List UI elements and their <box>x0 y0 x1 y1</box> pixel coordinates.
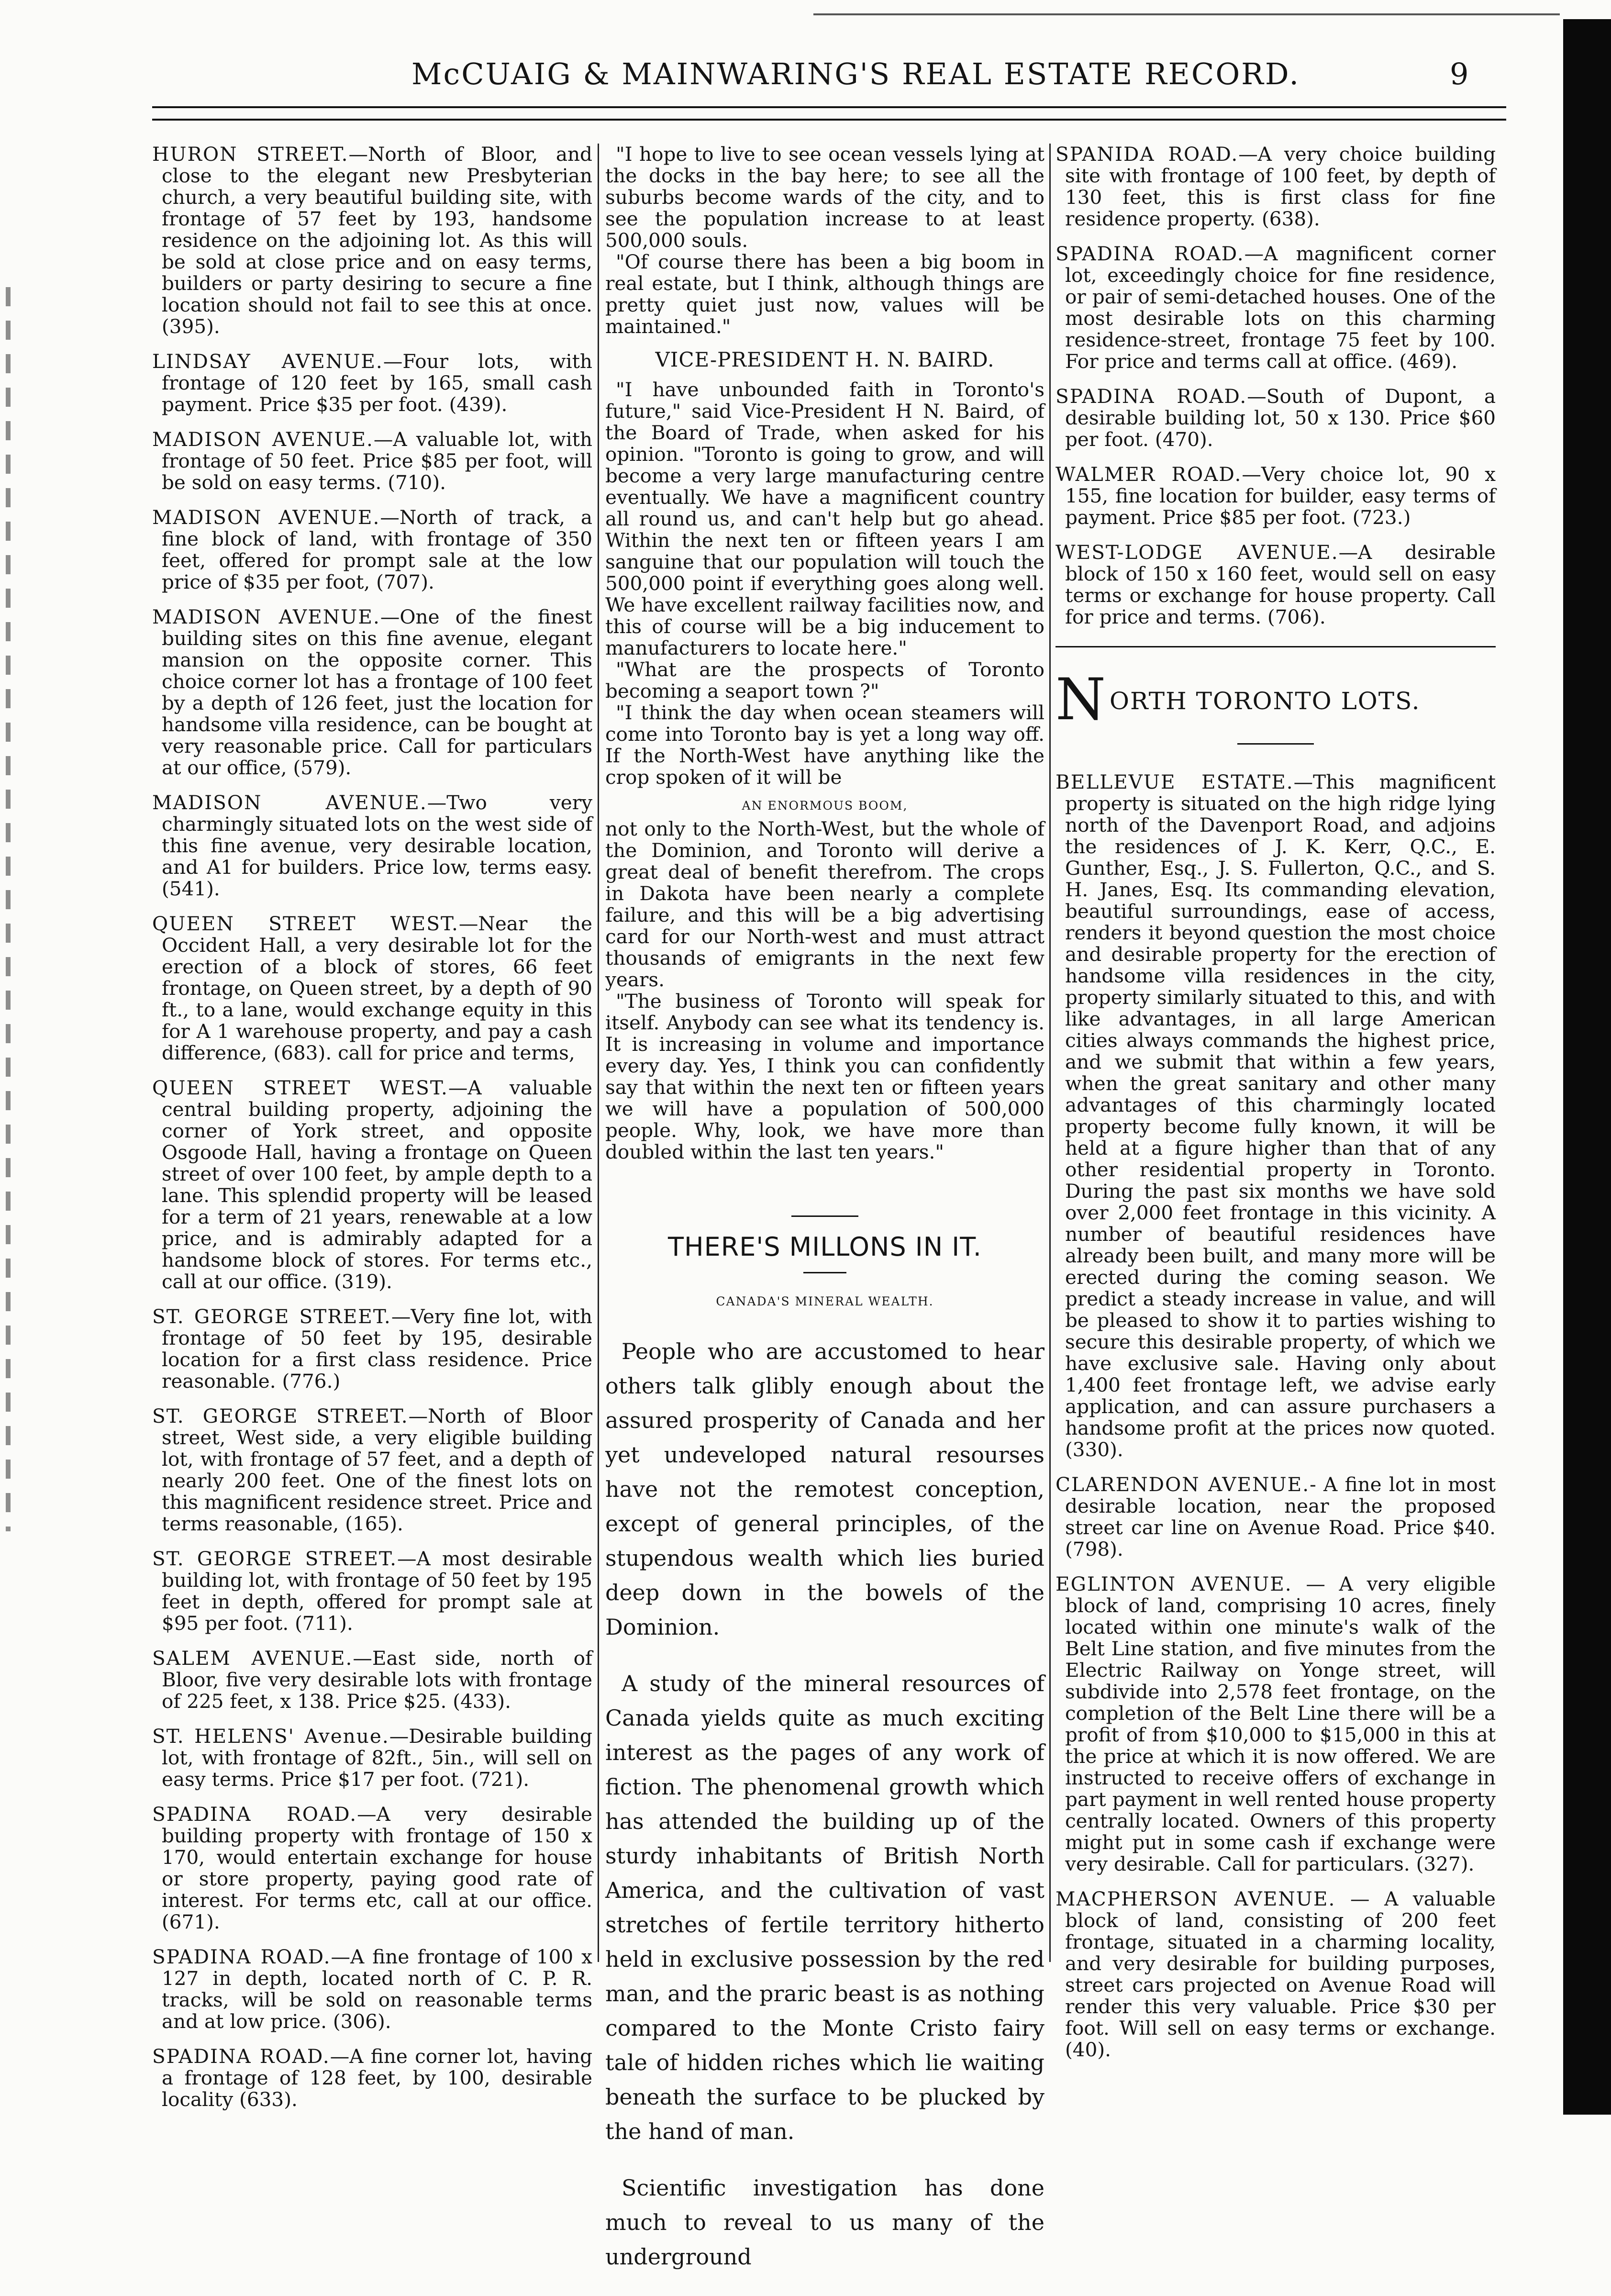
listing-heading: BELLEVUE ESTATE. <box>1055 770 1294 793</box>
listing-item <box>1055 144 1496 230</box>
article-title: THERE'S MILLONS IN IT. <box>668 1232 982 1262</box>
listing-body: —A fine corner lot, having a frontage of 128 feet, by 100, desirable locality (633). <box>162 2045 592 2111</box>
listing-body: —North of Bloor, and close to the elegant new Presbyterian church, a very beautiful building site, with frontage of 57 feet by 193, handsome residence on the adjoining lot. As this will be sold at close price and on easy terms, builders or party desiring to secure a fine location should not fail to see this at once. (395). <box>162 143 592 338</box>
listing-heading: ST. GEORGE STREET. <box>152 1305 391 1328</box>
listing-heading: SPADINA ROAD. <box>152 2045 330 2068</box>
listing-heading: WALMER ROAD. <box>1055 463 1242 486</box>
listing-body: —Two very charmingly situated lots on the west side of this fine avenue, very desirable location, and A1 for builders. Price low, terms easy. (541). <box>162 791 592 900</box>
inline-heading: AN ENORMOUS BOOM, <box>742 799 908 813</box>
listing-item <box>152 792 592 900</box>
listing-body: —North of track, a fine block of land, with frontage of 350 feet, offered for prompt sale at the low price of $35 per foot, (707). <box>162 506 592 593</box>
listing-body: — A valuable block of land, consisting of 200 feet frontage, situated in a charming locality, and very desirable for building purposes, street cars projected on Avenue Road will render this very valuable. Price $30 per foot. Will sell on easy terms or exchange. (40). <box>1065 1887 1496 2061</box>
listing-item <box>1055 771 1496 1460</box>
listing-heading: SPANIDA ROAD. <box>1055 143 1239 166</box>
listing-body: —Very choice lot, 90 x 155, fine location for builder, easy terms of payment. Price $85 per foot. (723.) <box>1065 463 1496 529</box>
listing-item <box>152 913 592 1064</box>
listing-body: —Desirable building lot, with frontage of 82ft., 5in., will sell on easy terms. Price $17 per foot. (721). <box>162 1725 592 1791</box>
listing-body: —Four lots, with frontage of 120 feet by 165, small cash payment. Price $35 per foot. (439). <box>162 350 592 416</box>
binding-edge-mark <box>6 287 11 1531</box>
listing-heading: SALEM AVENUE. <box>152 1647 353 1670</box>
listing-heading: MADISON AVENUE. <box>152 506 380 529</box>
listing-heading: LINDSAY AVENUE. <box>152 350 383 373</box>
listing-item <box>1055 386 1496 450</box>
listing-body: —A very desirable building property with frontage of 150 x 170, would entertain exchange for house or store property, paying good rate of interest. For terms etc, call at our office. (671). <box>162 1803 592 1933</box>
listing-heading: CLARENDON AVENUE. <box>1055 1473 1310 1496</box>
listing-heading: SPADINA ROAD. <box>1055 385 1247 408</box>
listing-body: —East side, north of Bloor, five very desirable lots with frontage of 225 feet, x 138. Price $25. (433). <box>162 1647 592 1713</box>
listing-body: — A very eligible block of land, comprising 10 acres, finely located within one minute's walk of the Belt Line station, and five minutes from the Electric Railway on Yonge street, will subdivide into 2,578 feet frontage, on the completion of the Belt Line there will be a profit of from $10,000 to $15,000 in this at the price at which it is now offered. We are instructed to receive offers of exchange in part payment in well rented house property centrally located. Owners of this property might put in some cash if exchange were very desirable. Call for particulars. (327). <box>1065 1572 1496 1875</box>
listing-heading: MADISON AVENUE. <box>152 791 427 814</box>
drop-cap: N <box>1055 667 1107 733</box>
listing-item <box>1055 1888 1496 2061</box>
section-divider <box>791 1215 858 1217</box>
listing-body: —A magnificent corner lot, exceedingly choice for fine residence, or pair of semi-detached houses. One of the most desirable lots on this charming residence-street, frontage 75 feet by 100. For price and terms call at office. (469). <box>1065 242 1496 373</box>
listing-heading: HURON STREET. <box>152 143 349 166</box>
listing-body: —This magnificent property is situated on the high ridge lying north of the Davenport Road, and adjoins the residences of J. K. Kerr, Q.C., E. Gunther, Esq., J. S. Fullerton, Q.C., and S. H. Janes, Esq. Its commanding elevation, beautiful surroundings, ease of access, renders it beyond question the most choice and desirable property for the erection of handsome villa residences in the city, property similarly situated to this, and with like advantages, in all large American cities always commands the highest price, and we submit that within a few years, when the great sanitary and other many advantages of this charmingly located property become fully known, it will be held at a figure higher than that of any other residential property in Toronto. During the past six months we have sold over 2,000 feet frontage in this vicinity. A number of beautiful residences have already been built, and many more will be erected during the coming season. We predict a steady increase in value, and will be pleased to show it to parties wishing to secure this desirable property, of which we have exclusive sale. Having only about 1,400 feet frontage left, we advise early application, and can assure purchasers a handsome profit at the prices now quoted. (330). <box>1065 770 1496 1461</box>
listing-body: —A desirable block of 150 x 160 feet, would sell on easy terms or exchange for house property. Call for price and terms. (706). <box>1065 541 1496 628</box>
running-head: McCUAIG & MAINWARING'S REAL ESTATE RECORD. <box>411 56 1300 91</box>
article-paragraph: People who are accustomed to hear others talk glibly enough about the assured prosperity of Canada and her yet undeveloped natural resourses have not the remotest conception, except of general principles, of the stupendous wealth which lies buried deep down in the bowels of the Dominion. <box>605 1338 1044 1640</box>
listing-item <box>1055 464 1496 528</box>
listing-body: —A valuable central building property, adjoining the corner of York street, and opposite Osgoode Hall, having a frontage on Queen street of over 100 feet, by ample depth to a lane. This splendid property will be leased for a term of 21 years, renewable at a low price, and is admirably adapted for a handsome block of stores. For terms etc., call at our office. (319). <box>162 1076 592 1293</box>
listing-item <box>1055 1474 1496 1560</box>
listing-body: —Very fine lot, with frontage of 50 feet by 195, desirable location for a first class residence. Price reasonable. (776.) <box>162 1305 592 1393</box>
section-rule <box>1055 646 1496 647</box>
listing-body: —One of the finest building sites on this fine avenue, elegant mansion on the opposite corner. This choice corner lot has a frontage of 100 feet by a depth of 126 feet, just the location for handsome villa residence, can be bought at very reasonable price. Call for particulars at our office, (579). <box>162 605 592 779</box>
listing-item <box>1055 1573 1496 1875</box>
listing-heading: SPADINA ROAD. <box>152 1945 331 1968</box>
section-subhead: VICE-PRESIDENT H. N. BAIRD. <box>655 348 995 371</box>
listing-body: —A most desirable building lot, with frontage of 50 feet by 195 feet in depth, offered for prompt sale at $95 per foot. (711). <box>162 1547 592 1635</box>
listing-body: —A fine frontage of 100 x 127 in depth, located north of C. P. R. tracks, will be sold on reasonable terms and at low price. (306). <box>162 1945 592 2033</box>
listing-item <box>152 1648 592 1712</box>
column-divider-2 <box>1049 144 1051 1962</box>
article-paragraph: "I think the day when ocean steamers will come into Toronto bay is yet a long way off. If the North-West have anything like the crop spoken of it will be <box>605 701 1044 789</box>
listing-heading: MACPHERSON AVENUE. <box>1055 1887 1336 1910</box>
listing-body: —A valuable lot, with frontage of 50 feet. Price $85 per foot, will be sold on easy terms. (710). <box>162 428 592 494</box>
listing-heading: ST. GEORGE STREET. <box>152 1404 409 1427</box>
listing-heading: SPADINA ROAD. <box>152 1803 357 1826</box>
column-1-listings <box>152 144 592 2124</box>
header-rule-top <box>152 106 1506 108</box>
listing-item <box>152 144 592 337</box>
page-edge-shadow <box>1563 19 1611 2115</box>
listing-heading: MADISON AVENUE. <box>152 428 374 451</box>
listing-heading: ST. HELENS' Avenue. <box>152 1725 389 1748</box>
top-edge-rule <box>813 13 1560 15</box>
listing-item <box>152 2046 592 2110</box>
section-divider <box>1237 743 1314 745</box>
listing-item <box>152 351 592 415</box>
page-number: 9 <box>1450 56 1469 91</box>
listing-item <box>152 429 592 493</box>
section-title-north-toronto <box>1055 667 1496 733</box>
listing-heading: SPADINA ROAD. <box>1055 242 1244 265</box>
listing-item <box>152 507 592 593</box>
listing-item <box>152 1946 592 2032</box>
listing-item <box>152 1405 592 1535</box>
listing-body: —A very choice building site with frontage of 100 feet, by depth of 130 feet, this is first class for fine residence property. (638). <box>1065 143 1496 230</box>
listing-item <box>152 1804 592 1933</box>
header-rule-bottom <box>152 119 1506 121</box>
listing-heading: QUEEN STREET WEST. <box>152 912 459 935</box>
article-paragraph: Scientific investigation has done much to reveal to us many of the underground <box>605 2175 1044 2270</box>
article-paragraph: "Of course there has been a big boom in real estate, but I think, although things are pretty quiet just now, values will be maintained." <box>605 250 1044 338</box>
article-paragraph: "I have unbounded faith in Toronto's future," said Vice-President H N. Baird, of the Board of Trade, when asked for his opinion. "Toronto is going to grow, and will become a very large manufacturing centre eventually. We have a magnificent country all round us, and can't help but go ahead. Within the next ten or fifteen years I am sanguine that our population will touch the 500,000 point if everything goes along well. We have excellent railway facilities now, and this of course will be a big inducement to manufacturers to locate here." <box>605 378 1044 659</box>
listing-body: —North of Bloor street, West side, a very eligible building lot, with frontage of 57 feet, and a depth of nearly 200 feet. One of the finest lots on this magnificent residence street. Price and terms reasonable, (165). <box>162 1404 592 1535</box>
listing-item <box>1055 542 1496 628</box>
column-divider-1 <box>598 144 599 1962</box>
article-paragraph: A study of the mineral resources of Canada yields quite as much exciting interest as the pages of any work of fiction. The phenomenal growth which has attended the building up of the sturdy inhabitants of British North America, and the cultivation of vast stretches of fertile territory hitherto held in exclusive possession by the red man, and the praric beast is as nothing compared to the Monte Cristo fairy tale of hidden riches which lie waiting beneath the surface to be plucked by the hand of man. <box>605 1671 1044 2144</box>
listing-body: —South of Dupont, a desirable building lot, 50 x 130. Price $60 per foot. (470). <box>1065 385 1496 451</box>
article-paragraph: not only to the North-West, but the whole of the Dominion, and Toronto will derive a great deal of benefit therefrom. The crops in Dakota have been nearly a complete failure, and this will be a big advertising card for our North-west and must attract thousands of emigrants in the next few years. <box>605 817 1044 991</box>
column-2-articles <box>605 144 1044 2296</box>
article-paragraph: "What are the prospects of Toronto becoming a seaport town ?" <box>605 658 1044 702</box>
listing-item <box>152 1726 592 1790</box>
listing-heading: EGLINTON AVENUE. <box>1055 1572 1292 1595</box>
article-paragraph: "I hope to live to see ocean vessels lying at the docks in the bay here; to see all the suburbs become wards of the city, and to see the population increase to at least 500,000 souls. <box>605 143 1044 252</box>
listing-item <box>152 1306 592 1392</box>
listing-body: —Near the Occident Hall, a very desirable lot for the erection of a block of stores, 66 feet frontage, on Queen street, by a depth of 90 ft., to a lane, would exchange equity in this for A 1 warehouse property, and pay a cash difference, (683). call for price and terms, <box>162 912 592 1064</box>
listing-heading: QUEEN STREET WEST. <box>152 1076 448 1099</box>
article-paragraph: "The business of Toronto will speak for itself. Anybody can see what its tendency is. It is increasing in volume and importance every day. Yes, I think you can confidently say that within the next ten or fifteen years we will have a population of 500,000 people. Why, look, we have more than doubled within the last ten years." <box>605 990 1044 1163</box>
listing-heading: MADISON AVENUE. <box>152 605 380 628</box>
column-3-listings <box>1055 144 1496 2074</box>
article-subtitle: CANADA'S MINERAL WEALTH. <box>716 1294 934 1308</box>
listing-item <box>1055 243 1496 372</box>
listing-heading: ST. GEORGE STREET. <box>152 1547 397 1570</box>
listing-item <box>152 1548 592 1634</box>
listing-item <box>152 1077 592 1293</box>
listing-body: - A fine lot in most desirable location, near the proposed street car line on Avenue Road. Price $40. (798). <box>1065 1473 1496 1560</box>
section-divider <box>803 1272 846 1273</box>
section-title-text: ORTH TORONTO LOTS. <box>1110 687 1421 715</box>
listing-heading: WEST-LODGE AVENUE. <box>1055 541 1339 564</box>
listing-item <box>152 606 592 779</box>
